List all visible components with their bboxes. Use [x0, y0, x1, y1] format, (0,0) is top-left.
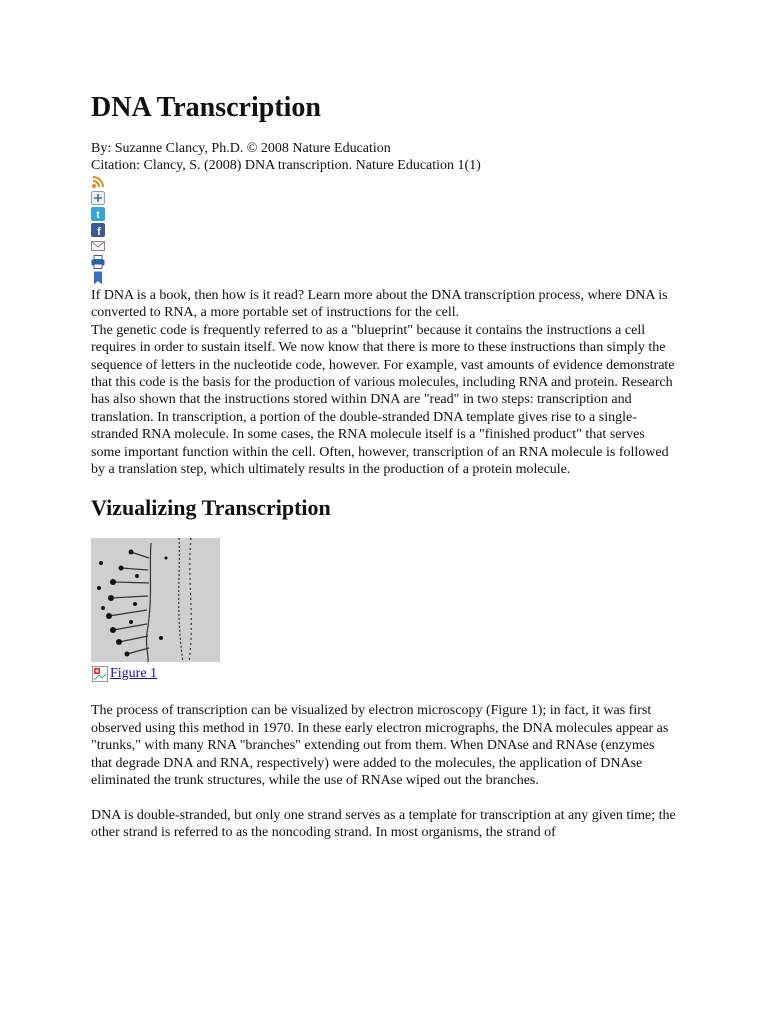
facebook-icon[interactable]	[91, 223, 105, 237]
broken-image-icon	[91, 665, 109, 683]
bookmark-icon[interactable]	[91, 271, 105, 285]
article-meta	[91, 140, 677, 174]
section-heading: Vizualizing Transcription	[91, 495, 331, 521]
share-toolbar	[91, 175, 677, 285]
citation: Citation: Clancy, S. (2008) DNA transcription. Nature Education 1(1)	[91, 158, 481, 173]
intro-lead: If DNA is a book, then how is it read? Learn more about the DNA transcription process, where DNA is converted to RNA, a more portable set of instructions for the cell.	[91, 288, 668, 321]
rss-icon[interactable]	[91, 175, 105, 189]
figure-1-link[interactable]: Figure 1	[110, 666, 158, 682]
svg-text:t: t	[96, 210, 100, 221]
section-paragraph-1: The process of transcription can be visualized by electron microscopy (Figure 1); in fact, it was first observed using this method in 1970. In these early electron micrographs, the DNA molecules appear as "trunks," with many RNA "branches" extending out from them. When DNAse and RNAse (enzymes that degrade DNA and RNA, respectively) were added to the molecules, the application of DNAse eliminated the trunk structures, while the use of RNAse wiped out the branches.	[91, 703, 669, 789]
section-paragraph-2: DNA is double-stranded, but only one strand serves as a template for transcription at any given time; the other strand is referred to as the noncoding strand. In most organisms, the strand of	[91, 807, 676, 840]
byline: By: Suzanne Clancy, Ph.D. © 2008 Nature Education	[91, 141, 391, 156]
intro-body: The genetic code is frequently referred to as a "blueprint" because it contains the instructions a cell requires in order to sustain itself. We now know that there is more to these instructions than simply the sequence of letters in the nucleotide code, however. For example, vast amounts of evidence demonstrate that this code is the basis for the production of various molecules, including RNA and protein. Research has also shown that the instructions stored within DNA are "read" in two steps: transcription and translation. In transcription, a portion of the double-stranded DNA template gives rise to a single-stranded RNA molecule. In some cases, the RNA molecule itself is a "finished product" that serves some important function within the cell. Often, however, transcription of an RNA molecule is followed by a translation step, which ultimately results in the production of a protein molecule.	[91, 322, 675, 478]
twitter-icon[interactable]	[91, 207, 105, 221]
figure-1-thumbnail[interactable]	[91, 538, 220, 662]
print-icon[interactable]	[91, 255, 105, 269]
add-icon[interactable]	[91, 191, 105, 205]
figure-caption	[91, 664, 677, 684]
email-icon[interactable]	[91, 239, 105, 253]
svg-text:f: f	[97, 226, 101, 237]
page-title: DNA Transcription	[91, 92, 321, 123]
